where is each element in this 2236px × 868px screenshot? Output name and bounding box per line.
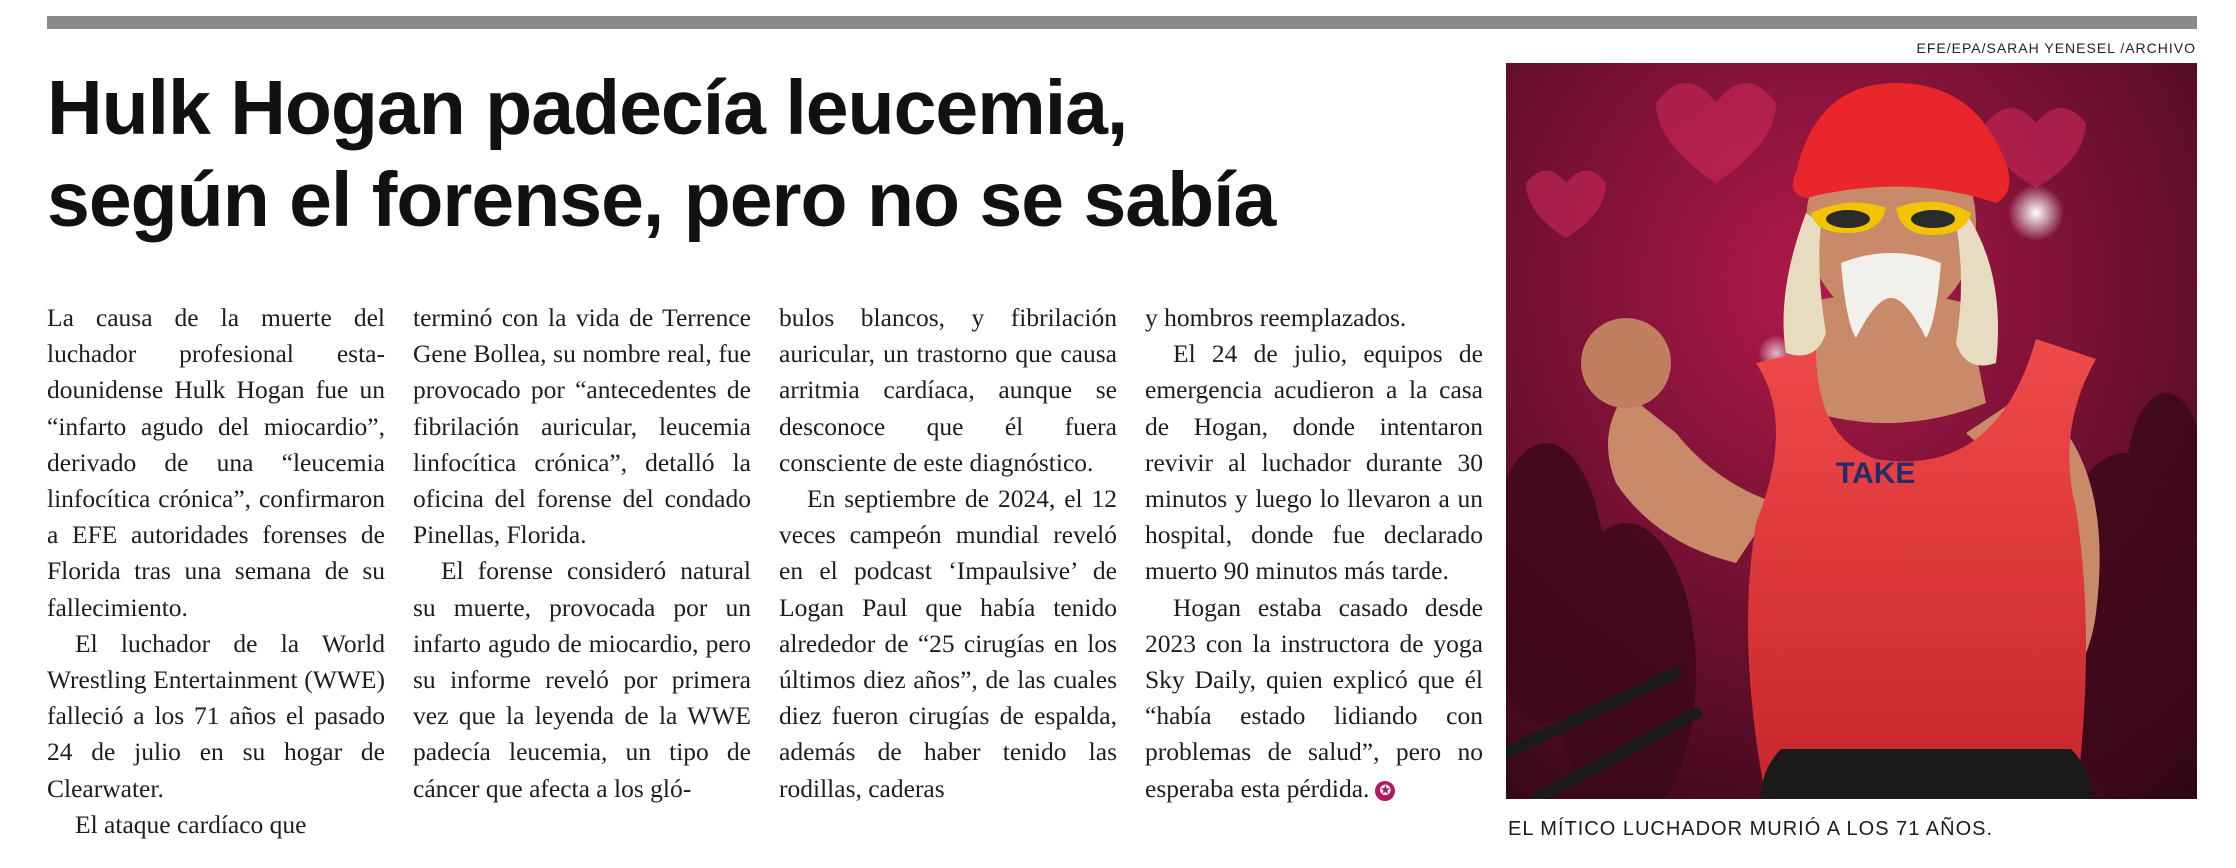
article-body — [47, 300, 1483, 843]
top-rule — [47, 16, 2197, 29]
photo-credit: EFE/EPA/SARAH YENESEL /ARCHIVO — [1916, 40, 2196, 56]
headline — [47, 62, 1507, 246]
paragraph: El ataque cardíaco que — [75, 809, 307, 839]
wrestler-illustration — [1506, 63, 2197, 799]
paragraph: y hombros reemplazados. — [1145, 303, 1407, 332]
pants — [1761, 749, 2091, 799]
paragraph — [1145, 590, 1483, 807]
paragraph: En septiembre de 2024, el 12 veces campeón mundial reveló en el podcast ‘Impaulsive’ de Logan Paul que había tenido alrededor de “25 cirugías en los últimos diez años”, de las cuales diez fueron cirugías de espalda, además de haber tenido las rodillas, caderas — [779, 484, 1117, 803]
photo-caption: EL MÍTICO LUCHADOR MURIÓ A LOS 71 AÑOS. — [1508, 818, 1994, 840]
paragraph: El luchador de la World Wrestling Entertainment (WWE) falleció a los 71 años el pasado 24 de julio en su hogar de Clearwater. — [47, 628, 385, 803]
paragraph: El forense consideró natural su muerte, provocada por un infarto agudo de miocardio, pero su informe reveló por primera vez que la leyenda de la WWE padecía leucemia, un tipo de cáncer que afecta a los gló- — [413, 556, 751, 803]
fist — [1581, 318, 1671, 408]
shirt-text: TAKE — [1836, 457, 1916, 490]
column-1 — [47, 300, 385, 843]
headline-line-1: Hulk Hogan padecía leucemia, — [47, 65, 1128, 151]
paragraph-text: Hogan estaba casado desde 2023 con la instructora de yoga Sky Daily, quien explicó que él “había estado lidiando con problemas de salud”, pero no esperaba esta pérdida. — [1145, 592, 1483, 803]
column-2 — [413, 300, 751, 843]
end-of-article-icon: ✪ — [1375, 781, 1395, 801]
paragraph: bulos blancos, y fibrilación auricular, un trastorno que causa arritmia cardíaca, aunque se desconoce que él fuera consciente de este diagnóstico. — [779, 303, 1117, 477]
paragraph: terminó con la vida de Terrence Gene Bollea, su nombre real, fue provocado por “antecedentes de fibrilación auricular, leucemia linfocítica crónica”, detalló la oficina del forense del condado Pinellas, Florida. — [413, 303, 751, 550]
paragraph: El 24 de julio, equipos de emergencia acudieron a la casa de Hogan, donde intentaron revivir al luchador durante 30 minutos y luego lo llevaron a un hospital, donde fue declarado muerto 90 minutos más tarde. — [1145, 339, 1483, 586]
headline-line-2: según el forense, pero no se sabía — [47, 157, 1276, 243]
stage-light — [2008, 185, 2064, 241]
column-3 — [779, 300, 1117, 843]
paragraph: La causa de la muerte del luchador profesional estadounidense Hulk Hogan fue un “infarto agudo del miocardio”, derivado de una “leucemia linfocítica crónica”, confirmaron a EFE autoridades forenses de Florida tras una semana de su fallecimiento. — [47, 303, 385, 622]
column-4 — [1145, 300, 1483, 843]
hulk-hogan-photo — [1506, 63, 2197, 799]
